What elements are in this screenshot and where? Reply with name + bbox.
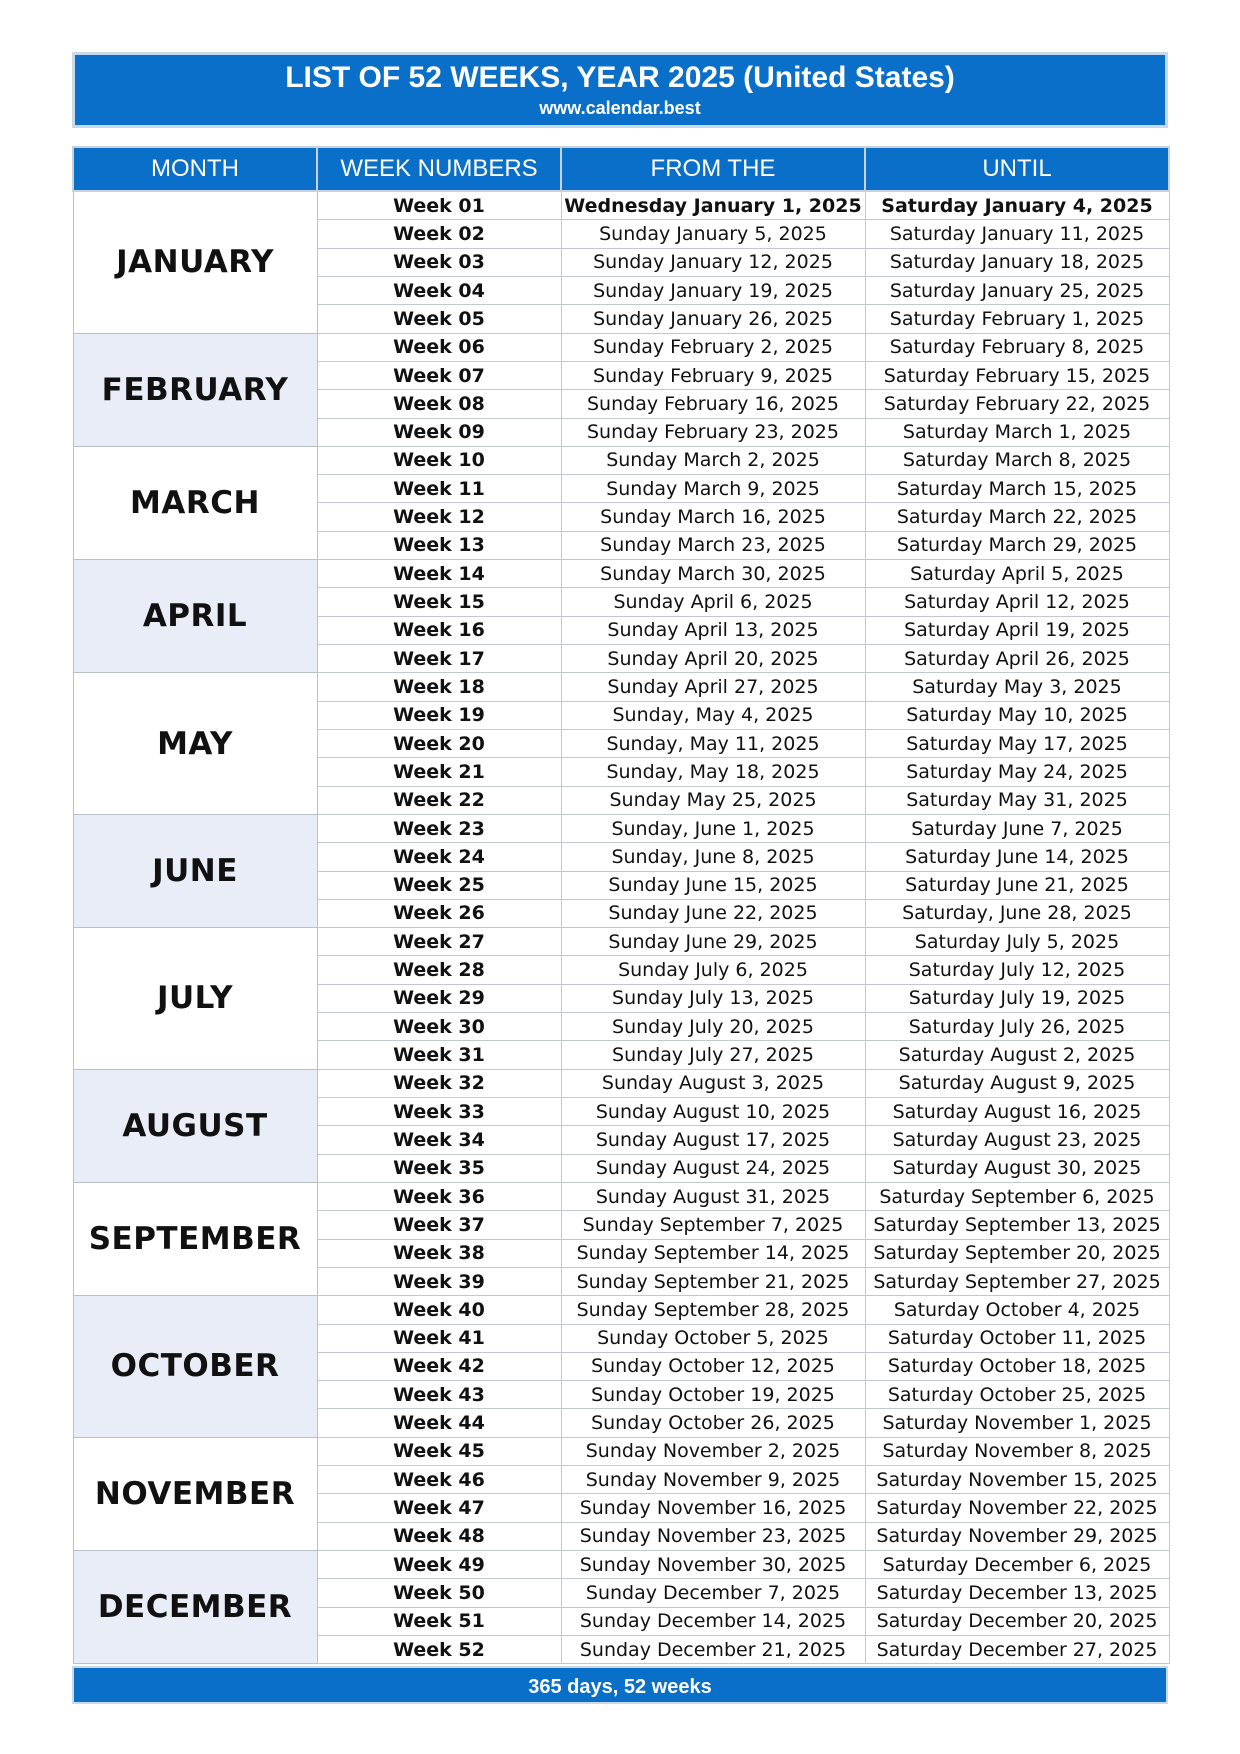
- until-date-cell: Saturday September 20, 2025: [865, 1239, 1169, 1267]
- month-cell: AUGUST: [73, 1069, 317, 1182]
- week-number-cell: Week 40: [317, 1296, 561, 1324]
- weeks-table: [72, 146, 1170, 1664]
- week-number-cell: Week 14: [317, 560, 561, 588]
- until-date-cell: Saturday December 20, 2025: [865, 1607, 1169, 1635]
- table-row: [73, 191, 1169, 220]
- until-date-cell: Saturday July 19, 2025: [865, 984, 1169, 1012]
- until-date-cell: Saturday November 22, 2025: [865, 1494, 1169, 1522]
- week-number-cell: Week 25: [317, 871, 561, 899]
- until-date-cell: Saturday September 6, 2025: [865, 1182, 1169, 1210]
- until-date-cell: Saturday September 13, 2025: [865, 1211, 1169, 1239]
- table-row: [73, 560, 1169, 588]
- week-number-cell: Week 47: [317, 1494, 561, 1522]
- month-cell: JULY: [73, 928, 317, 1070]
- until-date-cell: Saturday October 11, 2025: [865, 1324, 1169, 1352]
- week-number-cell: Week 09: [317, 418, 561, 446]
- from-date-cell: Sunday March 23, 2025: [561, 531, 865, 559]
- from-date-cell: Sunday July 20, 2025: [561, 1013, 865, 1041]
- until-date-cell: Saturday August 30, 2025: [865, 1154, 1169, 1182]
- from-date-cell: Sunday January 5, 2025: [561, 220, 865, 248]
- until-date-cell: Saturday March 22, 2025: [865, 503, 1169, 531]
- week-number-cell: Week 22: [317, 786, 561, 814]
- until-date-cell: Saturday May 3, 2025: [865, 673, 1169, 701]
- column-header-from: FROM THE: [561, 147, 865, 191]
- until-date-cell: Saturday December 27, 2025: [865, 1635, 1169, 1663]
- from-date-cell: Sunday February 16, 2025: [561, 390, 865, 418]
- month-cell: JANUARY: [73, 191, 317, 333]
- until-date-cell: Saturday November 8, 2025: [865, 1437, 1169, 1465]
- week-number-cell: Week 33: [317, 1098, 561, 1126]
- from-date-cell: Sunday March 30, 2025: [561, 560, 865, 588]
- from-date-cell: Sunday August 3, 2025: [561, 1069, 865, 1097]
- month-cell: APRIL: [73, 560, 317, 673]
- until-date-cell: Saturday January 11, 2025: [865, 220, 1169, 248]
- until-date-cell: Saturday March 8, 2025: [865, 446, 1169, 474]
- week-number-cell: Week 02: [317, 220, 561, 248]
- until-date-cell: Saturday October 25, 2025: [865, 1381, 1169, 1409]
- from-date-cell: Sunday September 21, 2025: [561, 1267, 865, 1295]
- week-number-cell: Week 49: [317, 1551, 561, 1579]
- from-date-cell: Sunday, May 4, 2025: [561, 701, 865, 729]
- until-date-cell: Saturday August 16, 2025: [865, 1098, 1169, 1126]
- from-date-cell: Sunday June 22, 2025: [561, 899, 865, 927]
- until-date-cell: Saturday March 1, 2025: [865, 418, 1169, 446]
- until-date-cell: Saturday May 17, 2025: [865, 729, 1169, 757]
- until-date-cell: Saturday April 19, 2025: [865, 616, 1169, 644]
- from-date-cell: Wednesday January 1, 2025: [561, 191, 865, 220]
- from-date-cell: Sunday October 5, 2025: [561, 1324, 865, 1352]
- table-row: [73, 1069, 1169, 1097]
- from-date-cell: Sunday October 26, 2025: [561, 1409, 865, 1437]
- week-number-cell: Week 37: [317, 1211, 561, 1239]
- table-row: [73, 333, 1169, 361]
- until-date-cell: Saturday October 4, 2025: [865, 1296, 1169, 1324]
- from-date-cell: Sunday August 24, 2025: [561, 1154, 865, 1182]
- week-number-cell: Week 28: [317, 956, 561, 984]
- until-date-cell: Saturday January 18, 2025: [865, 248, 1169, 276]
- from-date-cell: Sunday September 14, 2025: [561, 1239, 865, 1267]
- from-date-cell: Sunday January 19, 2025: [561, 276, 865, 304]
- week-number-cell: Week 06: [317, 333, 561, 361]
- from-date-cell: Sunday July 27, 2025: [561, 1041, 865, 1069]
- week-number-cell: Week 05: [317, 305, 561, 333]
- from-date-cell: Sunday December 14, 2025: [561, 1607, 865, 1635]
- from-date-cell: Sunday February 23, 2025: [561, 418, 865, 446]
- week-number-cell: Week 39: [317, 1267, 561, 1295]
- month-cell: JUNE: [73, 814, 317, 927]
- from-date-cell: Sunday May 25, 2025: [561, 786, 865, 814]
- until-date-cell: Saturday May 10, 2025: [865, 701, 1169, 729]
- table-row: [73, 673, 1169, 701]
- until-date-cell: Saturday September 27, 2025: [865, 1267, 1169, 1295]
- month-cell: SEPTEMBER: [73, 1182, 317, 1295]
- from-date-cell: Sunday September 28, 2025: [561, 1296, 865, 1324]
- week-number-cell: Week 30: [317, 1013, 561, 1041]
- week-number-cell: Week 32: [317, 1069, 561, 1097]
- month-cell: MAY: [73, 673, 317, 815]
- table-row: [73, 1296, 1169, 1324]
- week-number-cell: Week 24: [317, 843, 561, 871]
- from-date-cell: Sunday October 12, 2025: [561, 1352, 865, 1380]
- month-cell: FEBRUARY: [73, 333, 317, 446]
- from-date-cell: Sunday April 6, 2025: [561, 588, 865, 616]
- week-number-cell: Week 50: [317, 1579, 561, 1607]
- week-number-cell: Week 08: [317, 390, 561, 418]
- week-number-cell: Week 15: [317, 588, 561, 616]
- from-date-cell: Sunday November 23, 2025: [561, 1522, 865, 1550]
- from-date-cell: Sunday November 9, 2025: [561, 1466, 865, 1494]
- from-date-cell: Sunday October 19, 2025: [561, 1381, 865, 1409]
- until-date-cell: Saturday February 1, 2025: [865, 305, 1169, 333]
- week-number-cell: Week 03: [317, 248, 561, 276]
- table-row: [73, 1182, 1169, 1210]
- until-date-cell: Saturday February 8, 2025: [865, 333, 1169, 361]
- page-title: LIST OF 52 WEEKS, YEAR 2025 (United States): [285, 61, 955, 94]
- table-row: [73, 928, 1169, 956]
- from-date-cell: Sunday April 20, 2025: [561, 645, 865, 673]
- until-date-cell: Saturday February 15, 2025: [865, 361, 1169, 389]
- table-header-row: [73, 147, 1169, 191]
- week-number-cell: Week 13: [317, 531, 561, 559]
- week-number-cell: Week 07: [317, 361, 561, 389]
- week-number-cell: Week 20: [317, 729, 561, 757]
- week-number-cell: Week 19: [317, 701, 561, 729]
- from-date-cell: Sunday April 13, 2025: [561, 616, 865, 644]
- week-number-cell: Week 01: [317, 191, 561, 220]
- from-date-cell: Sunday September 7, 2025: [561, 1211, 865, 1239]
- from-date-cell: Sunday April 27, 2025: [561, 673, 865, 701]
- from-date-cell: Sunday February 2, 2025: [561, 333, 865, 361]
- week-number-cell: Week 26: [317, 899, 561, 927]
- week-number-cell: Week 11: [317, 475, 561, 503]
- from-date-cell: Sunday, May 11, 2025: [561, 729, 865, 757]
- from-date-cell: Sunday December 7, 2025: [561, 1579, 865, 1607]
- until-date-cell: Saturday November 15, 2025: [865, 1466, 1169, 1494]
- table-row: [73, 1551, 1169, 1579]
- from-date-cell: Sunday August 10, 2025: [561, 1098, 865, 1126]
- until-date-cell: Saturday March 15, 2025: [865, 475, 1169, 503]
- from-date-cell: Sunday August 17, 2025: [561, 1126, 865, 1154]
- week-number-cell: Week 31: [317, 1041, 561, 1069]
- title-banner: [72, 52, 1168, 128]
- week-number-cell: Week 27: [317, 928, 561, 956]
- week-number-cell: Week 41: [317, 1324, 561, 1352]
- week-number-cell: Week 44: [317, 1409, 561, 1437]
- until-date-cell: Saturday August 23, 2025: [865, 1126, 1169, 1154]
- week-number-cell: Week 18: [317, 673, 561, 701]
- from-date-cell: Sunday March 2, 2025: [561, 446, 865, 474]
- until-date-cell: Saturday December 6, 2025: [865, 1551, 1169, 1579]
- until-date-cell: Saturday April 12, 2025: [865, 588, 1169, 616]
- week-number-cell: Week 35: [317, 1154, 561, 1182]
- from-date-cell: Sunday, June 1, 2025: [561, 814, 865, 842]
- until-date-cell: Saturday July 26, 2025: [865, 1013, 1169, 1041]
- month-cell: MARCH: [73, 446, 317, 559]
- month-cell: DECEMBER: [73, 1551, 317, 1664]
- from-date-cell: Sunday November 30, 2025: [561, 1551, 865, 1579]
- until-date-cell: Saturday October 18, 2025: [865, 1352, 1169, 1380]
- week-number-cell: Week 29: [317, 984, 561, 1012]
- week-number-cell: Week 10: [317, 446, 561, 474]
- from-date-cell: Sunday July 13, 2025: [561, 984, 865, 1012]
- week-number-cell: Week 36: [317, 1182, 561, 1210]
- table-row: [73, 814, 1169, 842]
- until-date-cell: Saturday August 9, 2025: [865, 1069, 1169, 1097]
- footer-summary: 365 days, 52 weeks: [72, 1666, 1168, 1704]
- until-date-cell: Saturday November 29, 2025: [865, 1522, 1169, 1550]
- from-date-cell: Sunday June 29, 2025: [561, 928, 865, 956]
- from-date-cell: Sunday January 12, 2025: [561, 248, 865, 276]
- until-date-cell: Saturday November 1, 2025: [865, 1409, 1169, 1437]
- from-date-cell: Sunday February 9, 2025: [561, 361, 865, 389]
- until-date-cell: Saturday June 7, 2025: [865, 814, 1169, 842]
- weeks-table-body: [73, 191, 1169, 1664]
- site-url: www.calendar.best: [539, 98, 701, 118]
- week-number-cell: Week 43: [317, 1381, 561, 1409]
- column-header-month: MONTH: [73, 147, 317, 191]
- week-number-cell: Week 17: [317, 645, 561, 673]
- from-date-cell: Sunday July 6, 2025: [561, 956, 865, 984]
- until-date-cell: Saturday August 2, 2025: [865, 1041, 1169, 1069]
- from-date-cell: Sunday, May 18, 2025: [561, 758, 865, 786]
- table-row: [73, 1437, 1169, 1465]
- from-date-cell: Sunday March 16, 2025: [561, 503, 865, 531]
- until-date-cell: Saturday January 4, 2025: [865, 191, 1169, 220]
- from-date-cell: Sunday March 9, 2025: [561, 475, 865, 503]
- until-date-cell: Saturday July 5, 2025: [865, 928, 1169, 956]
- from-date-cell: Sunday August 31, 2025: [561, 1182, 865, 1210]
- week-number-cell: Week 48: [317, 1522, 561, 1550]
- until-date-cell: Saturday May 31, 2025: [865, 786, 1169, 814]
- until-date-cell: Saturday May 24, 2025: [865, 758, 1169, 786]
- until-date-cell: Saturday January 25, 2025: [865, 276, 1169, 304]
- table-row: [73, 446, 1169, 474]
- column-header-until: UNTIL: [865, 147, 1169, 191]
- from-date-cell: Sunday November 16, 2025: [561, 1494, 865, 1522]
- week-number-cell: Week 42: [317, 1352, 561, 1380]
- until-date-cell: Saturday June 14, 2025: [865, 843, 1169, 871]
- until-date-cell: Saturday July 12, 2025: [865, 956, 1169, 984]
- week-number-cell: Week 16: [317, 616, 561, 644]
- week-number-cell: Week 45: [317, 1437, 561, 1465]
- from-date-cell: Sunday December 21, 2025: [561, 1635, 865, 1663]
- week-number-cell: Week 38: [317, 1239, 561, 1267]
- week-number-cell: Week 04: [317, 276, 561, 304]
- until-date-cell: Saturday June 21, 2025: [865, 871, 1169, 899]
- week-number-cell: Week 12: [317, 503, 561, 531]
- until-date-cell: Saturday March 29, 2025: [865, 531, 1169, 559]
- until-date-cell: Saturday February 22, 2025: [865, 390, 1169, 418]
- until-date-cell: Saturday December 13, 2025: [865, 1579, 1169, 1607]
- until-date-cell: Saturday April 26, 2025: [865, 645, 1169, 673]
- from-date-cell: Sunday, June 8, 2025: [561, 843, 865, 871]
- from-date-cell: Sunday November 2, 2025: [561, 1437, 865, 1465]
- from-date-cell: Sunday June 15, 2025: [561, 871, 865, 899]
- until-date-cell: Saturday, June 28, 2025: [865, 899, 1169, 927]
- week-number-cell: Week 51: [317, 1607, 561, 1635]
- week-number-cell: Week 46: [317, 1466, 561, 1494]
- week-number-cell: Week 34: [317, 1126, 561, 1154]
- column-header-week-numbers: WEEK NUMBERS: [317, 147, 561, 191]
- week-number-cell: Week 21: [317, 758, 561, 786]
- week-number-cell: Week 23: [317, 814, 561, 842]
- week-number-cell: Week 52: [317, 1635, 561, 1663]
- month-cell: OCTOBER: [73, 1296, 317, 1438]
- month-cell: NOVEMBER: [73, 1437, 317, 1550]
- until-date-cell: Saturday April 5, 2025: [865, 560, 1169, 588]
- from-date-cell: Sunday January 26, 2025: [561, 305, 865, 333]
